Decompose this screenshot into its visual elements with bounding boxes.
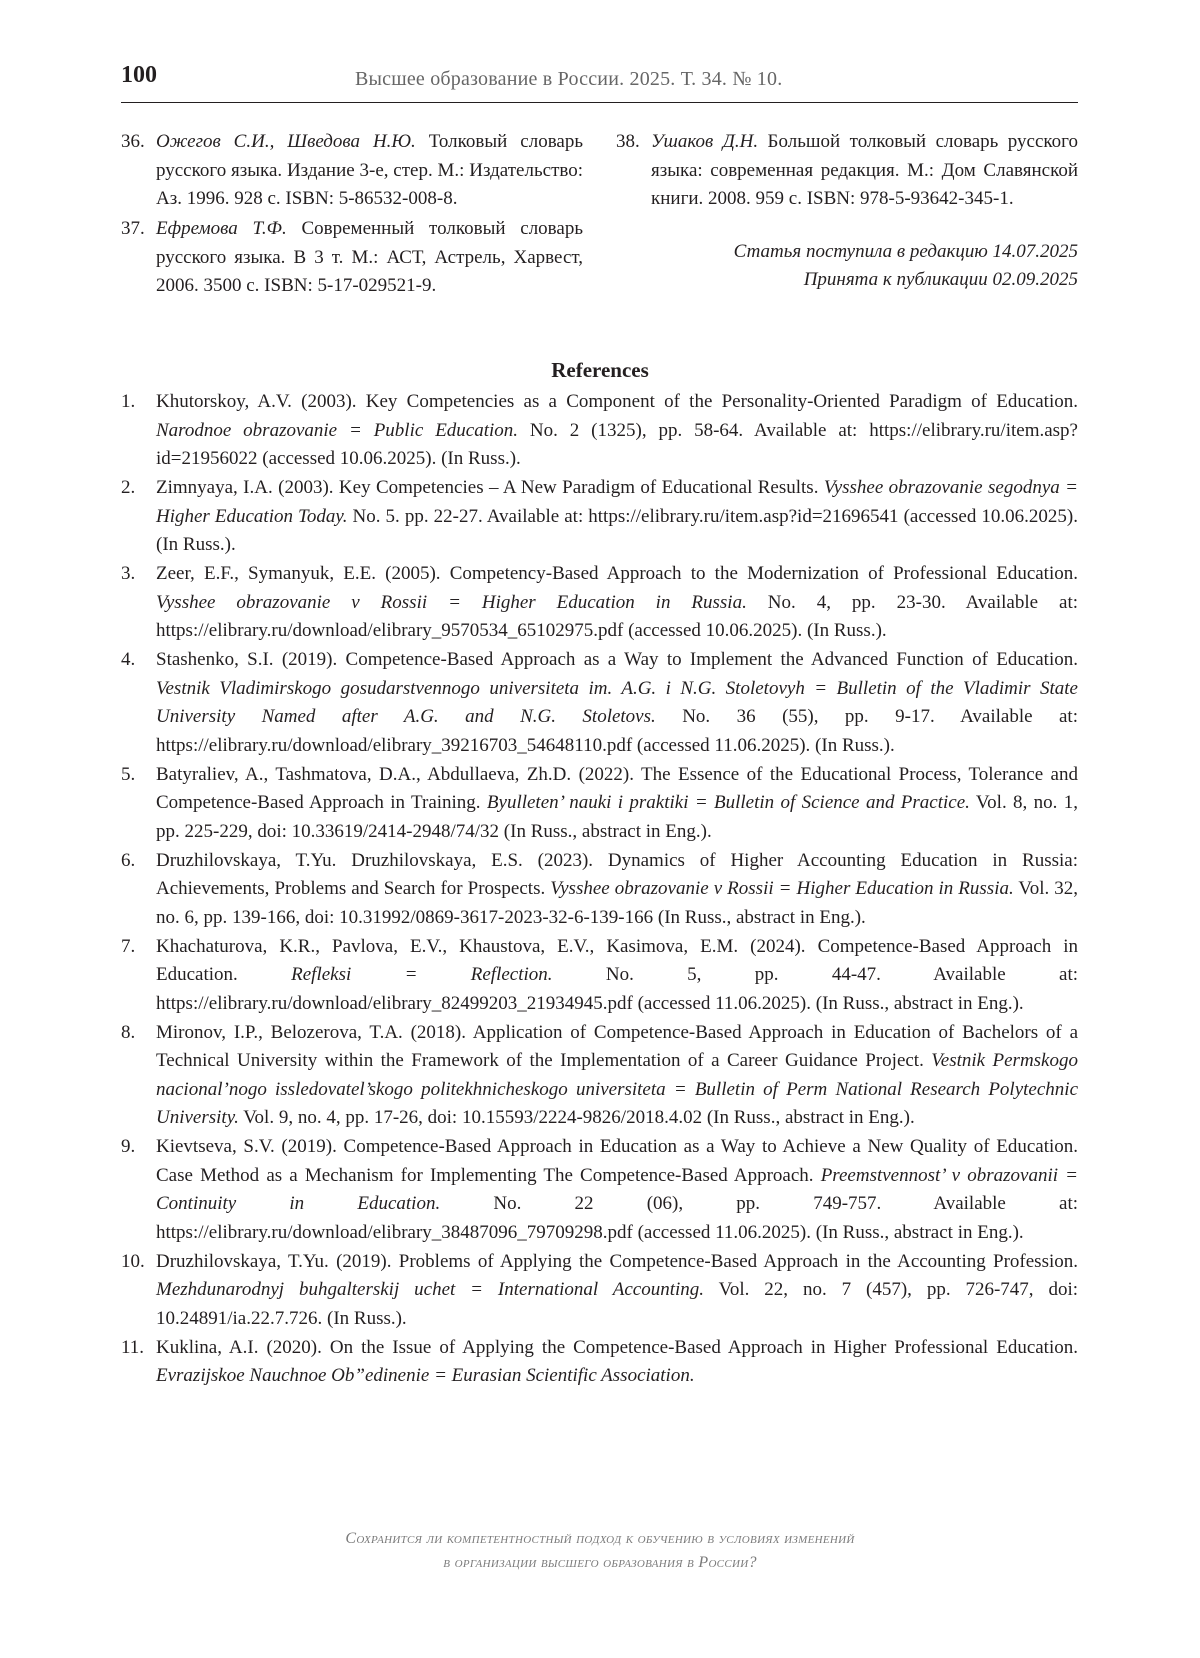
ref-text: Druzhilovskaya, T.Yu. (2019). Problems of Applying the Competence-Based Approach in the Accounting Profession.: [156, 1250, 1078, 1272]
ref-text: Stashenko, S.I. (2019). Competence-Based Approach as a Way to Implement the Advanced Function of Education.: [156, 649, 1078, 670]
ref-text: Zeer, E.F., Symanyuk, E.E. (2005). Competency-Based Approach to the Modernization of Professional Education.: [156, 563, 1078, 584]
ref-number: 6.: [121, 849, 136, 871]
page-number: 100: [121, 62, 157, 88]
article-dates: [616, 238, 1078, 295]
ref-details: No. 22 (06), pp. 749-757. Available at: https://elibrary.ru/download/elibrary_38487096_79709298.pdf (accessed 11.06.2025). (In Russ., abstract in Eng.).: [156, 1193, 1078, 1243]
ref-text: Batyraliev, A., Tashmatova, D.A., Abdullaeva, Zh.D. (2022). The Essence of the Educational Process, Tolerance and Competence-Based Approach in Training.: [156, 763, 1078, 813]
ref-source: Refleksi = Reflection.: [291, 964, 553, 985]
ref-text: Khutorskoy, A.V. (2003). Key Competencies as a Component of the Personality-Oriented Paradigm of Education.: [156, 391, 1078, 412]
list-item: [121, 388, 1078, 474]
footer-line-2: в организации высшего образования в России?: [443, 1554, 757, 1571]
ref-text: Druzhilovskaya, T.Yu. Druzhilovskaya, E.S. (2023). Dynamics of Higher Accounting Education in Russia: Achievements, Problems and Search for Prospects.: [156, 849, 1078, 899]
ref-number: 37.: [121, 218, 145, 239]
ref-authors: Ожегов С.И., Шведова Н.Ю.: [156, 131, 416, 152]
ref-text: Kievtseva, S.V. (2019). Competence-Based Approach in Education as a Way to Achieve a New Quality of Education. Case Method as a Mechanism for Implementing The Competence-Based Approach.: [156, 1136, 1078, 1186]
list-item: [121, 215, 583, 301]
ref-number: 9.: [121, 1136, 136, 1157]
ref-source: Mezhdunarodnyj buhgalterskij uchet = International Accounting.: [156, 1279, 705, 1300]
list-item: [121, 761, 1078, 847]
references-heading: References: [551, 358, 649, 382]
ref-number: 5.: [121, 763, 136, 785]
ref-text: Zimnyaya, I.A. (2003). Key Competencies – A New Paradigm of Educational Results.: [156, 477, 824, 498]
ref-details: No. 4, pp. 23-30. Available at: https://elibrary.ru/download/elibrary_9570534_65102975.pdf (accessed 10.06.2025). (In Russ.).: [156, 591, 1078, 641]
ref-number: 38.: [616, 131, 640, 152]
ref-text: Большой толковый словарь русского языка: современная редакция. М.: Дом Славянской книги. 2008. 959 с. ISBN: 978-5-93642-345-1.: [651, 131, 1078, 209]
ref-text: Современный толковый словарь русского языка. В 3 т. М.: АСТ, Астрель, Харвест, 2006. 3500 с. ISBN: 5-17-029521-9.: [156, 218, 583, 296]
ref-details: Vol. 32, no. 6, pp. 139-166, doi: 10.31992/0869-3617-2023-32-6-139-166 (In Russ., abstract in Eng.).: [156, 878, 1079, 928]
accepted-date: Принята к публикации 02.09.2025: [803, 269, 1078, 290]
ref-details: Vol. 22, no. 7 (457), pp. 726-747, doi: 10.24891/ia.22.7.726. (In Russ.).: [156, 1279, 1079, 1329]
running-footer: [0, 1527, 1200, 1575]
ref-source: Vysshee obrazovanie segodnya = Higher Education Today.: [156, 477, 1078, 527]
list-item: [121, 646, 1078, 760]
ref-text: Толковый словарь русского языка. Издание 3-е, стер. М.: Издательство: Аз. 1996. 928 с. ISBN: 5-86532-008-8.: [156, 131, 584, 209]
ref-text: Kuklina, A.I. (2020). On the Issue of Applying the Competence-Based Approach in Higher Professional Education.: [156, 1336, 1078, 1358]
left-column: [121, 128, 583, 302]
list-item: [616, 128, 1078, 214]
ref-source: Vysshee obrazovanie v Rossii = Higher Education in Russia.: [550, 878, 1014, 899]
ref-number: 1.: [121, 391, 136, 412]
ref-source: Narodnoe obrazovanie = Public Education.: [156, 419, 519, 441]
received-date: Статья поступила в редакцию 14.07.2025: [733, 240, 1078, 262]
ref-number: 3.: [121, 563, 136, 584]
ref-number: 11.: [121, 1336, 145, 1358]
list-item: [121, 1334, 1078, 1391]
list-item: [121, 847, 1078, 933]
list-item: [121, 560, 1078, 646]
list-item: [121, 1248, 1078, 1334]
ref-details: Vol. 8, no. 1, pp. 225-229, doi: 10.33619/2414-2948/74/32 (In Russ., abstract in Eng.).: [156, 792, 1078, 842]
ref-number: 8.: [121, 1021, 136, 1043]
ref-source: Vysshee obrazovanie v Rossii = Higher Education in Russia.: [156, 591, 747, 613]
ref-details: Vol. 9, no. 4, pp. 17-26, doi: 10.15593/2224-9826/2018.4.02 (In Russ., abstract in Eng.).: [238, 1107, 915, 1128]
list-item: [121, 933, 1078, 1019]
ref-authors: Ефремова Т.Ф.: [156, 218, 287, 239]
ref-source: Evrazijskoe Nauchnoe Ob”edinenie = Eurasian Scientific Association.: [156, 1365, 695, 1386]
ref-details: No. 5, pp. 44-47. Available at: https://elibrary.ru/download/elibrary_82499203_21934945.pdf (accessed 11.06.2025). (In Russ., abstract in Eng.).: [156, 964, 1078, 1014]
list-item: [121, 1019, 1078, 1133]
ref-text: Khachaturova, K.R., Pavlova, E.V., Khaustova, E.V., Kasimova, E.M. (2024). Competence-Based Approach in Education.: [156, 935, 1078, 985]
ref-number: 4.: [121, 649, 136, 670]
list-item: [121, 128, 583, 214]
references-list: [121, 388, 1078, 1391]
ref-number: 10.: [121, 1250, 145, 1272]
ref-text: Mironov, I.P., Belozerova, T.A. (2018). Application of Competence-Based Approach in Education of Bachelors of a Technical University within the Framework of the Implementation of a Career Guidance Project.: [156, 1021, 1078, 1071]
ref-number: 7.: [121, 935, 136, 957]
ref-source: Preemstvennost’ v obrazovanii = Continuity in Education.: [156, 1164, 1078, 1214]
ref-source: Vestnik Permskogo nacional’nogo issledovatel’skogo politekhnicheskogo universiteta = Bulletin of Perm National Research Polytechnic University.: [156, 1050, 1078, 1128]
ref-details: No. 2 (1325), pp. 58-64. Available at: https://elibrary.ru/item.asp?id=21956022 (accessed 10.06.2025). (In Russ.).: [156, 419, 1078, 469]
list-item: [121, 474, 1078, 560]
ref-source: Vestnik Vladimirskogo gosudarstvennogo universiteta im. A.G. i N.G. Stoletovyh = Bulletin of the Vladimir State University Named after A.G. and N.G. Stoletovs.: [156, 677, 1078, 727]
right-column: [616, 128, 1078, 295]
ref-authors: Ушаков Д.Н.: [651, 131, 759, 152]
running-header: [121, 62, 1078, 103]
ref-number: 36.: [121, 131, 145, 152]
journal-title: Высшее образование в России. 2025. Т. 34. № 10.: [355, 68, 783, 90]
list-item: [121, 1133, 1078, 1247]
ref-number: 2.: [121, 477, 136, 498]
ref-details: No. 36 (55), pp. 9-17. Available at: https://elibrary.ru/download/elibrary_39216703_54648110.pdf (accessed 11.06.2025). (In Russ.).: [156, 706, 1078, 756]
ref-details: No. 5. pp. 22-27. Available at: https://elibrary.ru/item.asp?id=21696541 (accessed 10.06.2025). (In Russ.).: [156, 505, 1078, 555]
footer-line-1: Сохранится ли компетентностный подход к обучению в условиях изменений: [345, 1530, 855, 1547]
ref-source: Byulleten’ nauki i praktiki = Bulletin of Science and Practice.: [486, 792, 970, 813]
